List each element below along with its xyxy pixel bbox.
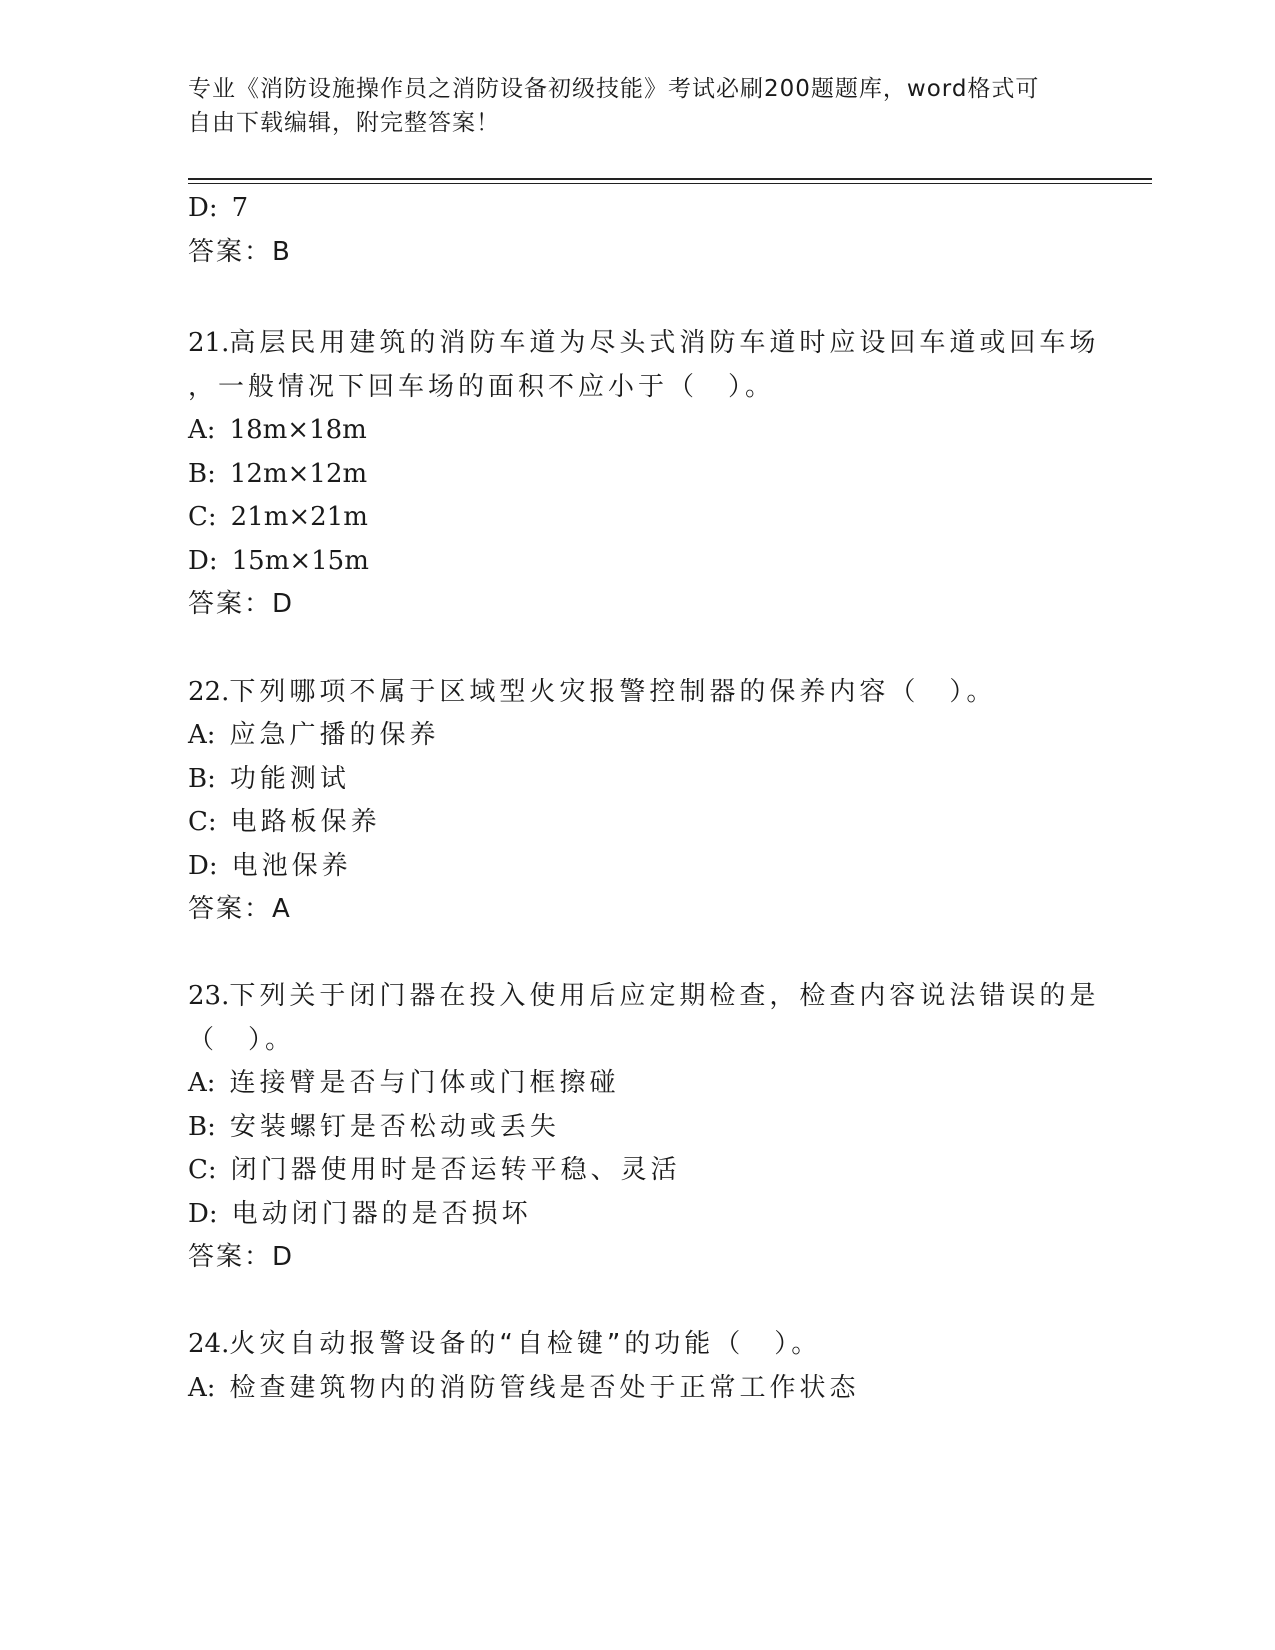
question-22-answer: 答案：A bbox=[188, 894, 292, 924]
question-22-line-1 bbox=[188, 675, 996, 709]
option-key: A: bbox=[188, 720, 216, 750]
option-text: 18m×18m bbox=[229, 415, 367, 445]
question-23-option-c bbox=[188, 1153, 681, 1187]
option-key: A: bbox=[188, 1373, 216, 1403]
option-key: A: bbox=[188, 415, 216, 445]
option-key: B: bbox=[188, 459, 216, 489]
option-key: B: bbox=[188, 1112, 216, 1142]
option-text: 电路板保养 bbox=[230, 807, 381, 837]
option-text: 应急广播的保养 bbox=[229, 720, 440, 750]
option-text: 电动闭门器的是否损坏 bbox=[231, 1199, 532, 1229]
question-text: 高层民用建筑的消防车道为尽头式消防车道时应设回车道或回车场 bbox=[229, 328, 1100, 358]
question-21-line-1 bbox=[188, 326, 1099, 360]
question-number: 24. bbox=[188, 1329, 230, 1359]
option-key: C: bbox=[188, 502, 217, 532]
option-text: 7 bbox=[231, 193, 249, 223]
option-text: 检查建筑物内的消防管线是否处于正常工作状态 bbox=[229, 1373, 860, 1403]
option-text: 功能测试 bbox=[229, 764, 350, 794]
prev-answer: 答案：B bbox=[188, 237, 292, 267]
question-23-option-b bbox=[188, 1110, 560, 1144]
header-divider-thin bbox=[188, 183, 1152, 184]
question-text: 火灾自动报警设备的“自检键”的功能（ ）。 bbox=[229, 1329, 822, 1359]
question-24-line-1 bbox=[188, 1327, 821, 1361]
header-line-1: 专业《消防设施操作员之消防设备初级技能》考试必刷200题题库，word格式可 bbox=[188, 76, 1040, 102]
header-divider bbox=[188, 178, 1152, 180]
option-key: B: bbox=[188, 764, 216, 794]
option-text: 安装螺钉是否松动或丢失 bbox=[229, 1112, 560, 1142]
question-23-option-a bbox=[188, 1066, 620, 1100]
question-23-answer: 答案：D bbox=[188, 1242, 295, 1272]
question-23-line-2: （ ）。 bbox=[188, 1025, 296, 1055]
option-key: D: bbox=[188, 851, 218, 881]
question-21-option-d bbox=[188, 544, 369, 578]
option-text: 12m×12m bbox=[229, 459, 368, 489]
option-key: A: bbox=[188, 1068, 216, 1098]
option-key: C: bbox=[188, 807, 217, 837]
question-text: 下列关于闭门器在投入使用后应定期检查，检查内容说法错误的是 bbox=[229, 981, 1100, 1011]
question-text: 下列哪项不属于区域型火灾报警控制器的保养内容（ ）。 bbox=[229, 677, 997, 707]
question-22-option-a bbox=[188, 718, 440, 752]
option-text: 21m×21m bbox=[230, 502, 368, 532]
question-21-answer: 答案：D bbox=[188, 589, 295, 619]
question-24-option-a bbox=[188, 1371, 860, 1405]
option-text: 15m×15m bbox=[231, 546, 369, 576]
question-23-option-d bbox=[188, 1197, 532, 1231]
option-text: 闭门器使用时是否运转平稳、灵活 bbox=[230, 1155, 681, 1185]
prev-option-d bbox=[188, 191, 248, 225]
option-key: D: bbox=[188, 546, 218, 576]
page-header bbox=[188, 72, 1088, 140]
option-key: D: bbox=[188, 193, 218, 223]
question-23-line-1 bbox=[188, 979, 1099, 1013]
option-key: C: bbox=[188, 1155, 217, 1185]
question-21-option-c bbox=[188, 500, 368, 534]
question-21-line-2: ，一般情况下回车场的面积不应小于（ ）。 bbox=[188, 372, 776, 402]
header-line-2: 自由下载编辑，附完整答案！ bbox=[188, 110, 500, 136]
question-number: 21. bbox=[188, 328, 230, 358]
option-key: D: bbox=[188, 1199, 218, 1229]
question-22-option-c bbox=[188, 805, 381, 839]
question-22-option-b bbox=[188, 762, 350, 796]
question-number: 22. bbox=[188, 677, 230, 707]
question-22-option-d bbox=[188, 849, 352, 883]
question-number: 23. bbox=[188, 981, 230, 1011]
question-21-option-b bbox=[188, 457, 367, 491]
option-text: 电池保养 bbox=[231, 851, 352, 881]
option-text: 连接臂是否与门体或门框擦碰 bbox=[229, 1068, 620, 1098]
question-21-option-a bbox=[188, 413, 367, 447]
